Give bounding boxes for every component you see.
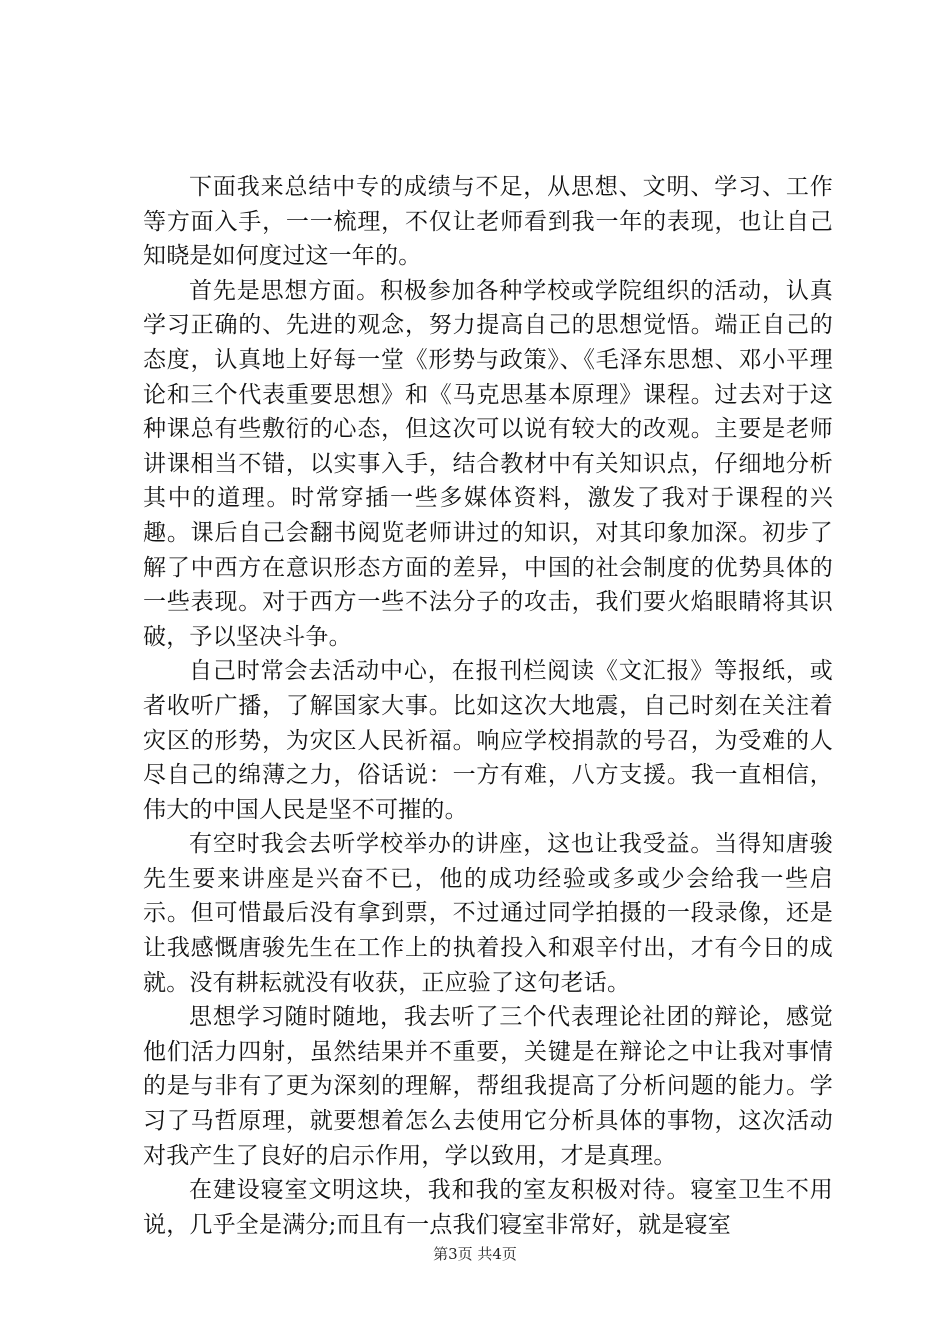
paragraph-2: 首先是思想方面。积极参加各种学校或学院组织的活动，认真学习正确的、先进的观念，努力提高自己的思想觉悟。端正自己的态度，认真地上好每一堂《形势与政策》、《毛泽东思想、邓小平理论和三个代表重要思想》和《马克思基本原理》课程。过去对于这种课总有些敷衍的心态，但这次可以说有较大的改观。主要是老师讲课相当不错，以实事入手，结合教材中有关知识点，仔细地分析其中的道理。时常穿插一些多媒体资料，激发了我对于课程的兴趣。课后自己会翻书阅览老师讲过的知识，对其印象加深。初步了解了中西方在意识形态方面的差异，中国的社会制度的优势具体的一些表现。对于西方一些不法分子的攻击，我们要火焰眼睛将其识破，予以坚决斗争。 — [143, 277, 833, 650]
document-body — [143, 170, 833, 1242]
page-number: 第3页 共4页 — [433, 1245, 517, 1263]
paragraph-6: 在建设寝室文明这块，我和我的室友积极对待。寝室卫生不用说，几乎全是满分;而且有一点我们寝室非常好，就是寝室 — [143, 1177, 833, 1238]
paragraph-4: 有空时我会去听学校举办的讲座，这也让我受益。当得知唐骏先生要来讲座是兴奋不已，他的成功经验或多或少会给我一些启示。但可惜最后没有拿到票，不过通过同学拍摄的一段录像，还是让我感慨唐骏先生在工作上的执着投入和艰辛付出，才有今日的成就。没有耕耘就没有收获，正应验了这句老话。 — [143, 831, 833, 996]
paragraph-5: 思想学习随时随地，我去听了三个代表理论社团的辩论，感觉他们活力四射，虽然结果并不重要，关键是在辩论之中让我对事情的是与非有了更为深刻的理解，帮组我提高了分析问题的能力。学习了马哲原理，就要想着怎么去使用它分析具体的事物，这次活动对我产生了良好的启示作用，学以致用，才是真理。 — [143, 1004, 833, 1169]
paragraph-3: 自己时常会去活动中心，在报刊栏阅读《文汇报》等报纸，或者收听广播，了解国家大事。比如这次大地震，自己时刻在关注着灾区的形势，为灾区人民祈福。响应学校捐款的号召，为受难的人尽自己的绵薄之力，俗话说：一方有难，八方支援。我一直相信，伟大的中国人民是坚不可摧的。 — [143, 658, 833, 823]
page-footer — [0, 1244, 950, 1264]
paragraph-1: 下面我来总结中专的成绩与不足，从思想、文明、学习、工作等方面入手，一一梳理，不仅让老师看到我一年的表现，也让自己知晓是如何度过这一年的。 — [143, 174, 833, 270]
